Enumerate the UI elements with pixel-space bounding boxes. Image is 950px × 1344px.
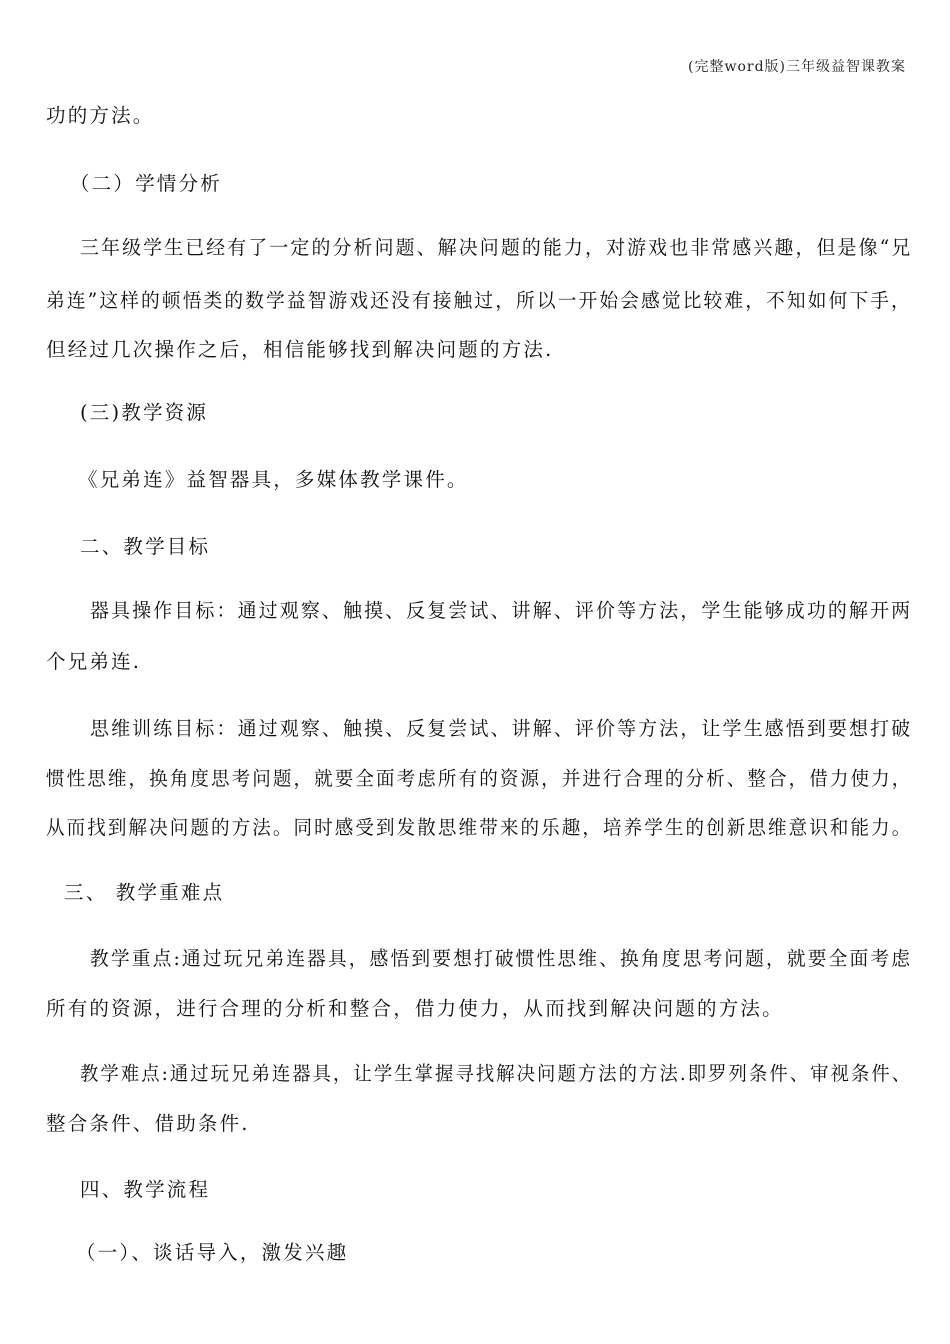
paragraph-line: 惯性思维，换角度思考问题，就要全面考虑所有的资源，并进行合理的分析、整合，借力使力， xyxy=(46,767,913,790)
paragraph-line: 三年级学生已经有了一定的分析问题、解决问题的能力，对游戏也非常感兴趣，但是像“兄 xyxy=(80,236,913,259)
paragraph-line: 器具操作目标：通过观察、触摸、反复尝试、讲解、评价等方法，学生能够成功的解开两 xyxy=(90,599,913,622)
running-header: (完整word版)三年级益智课教案 xyxy=(688,59,906,75)
paragraph-line: 但经过几次操作之后，相信能够找到解决问题的方法. xyxy=(46,338,554,361)
paragraph-line: 《兄弟连》益智器具，多媒体教学课件。 xyxy=(78,468,469,491)
paragraph-line: 教学重点:通过玩兄弟连器具，感悟到要想打破惯性思维、换角度思考问题，就要全面考虑 xyxy=(90,947,913,970)
section-heading: 二、教学目标 xyxy=(80,535,211,558)
paragraph-line: 功的方法。 xyxy=(46,104,155,127)
paragraph-line: 弟连”这样的顿悟类的数学益智游戏还没有接触过，所以一开始会感觉比较难，不知如何下手， xyxy=(46,289,912,312)
paragraph-line: 从而找到解决问题的方法。同时感受到发散思维带来的乐趣，培养学生的创新思维意识和能力。 xyxy=(46,816,913,839)
section-heading: 四、教学流程 xyxy=(80,1178,211,1201)
section-heading: （二）学情分析 xyxy=(70,172,222,195)
section-heading: (三)教学资源 xyxy=(80,401,209,424)
paragraph-line: 个兄弟连. xyxy=(46,650,142,673)
paragraph-line: 思维训练目标：通过观察、触摸、反复尝试、讲解、评价等方法，让学生感悟到要想打破 xyxy=(90,717,913,740)
paragraph-line: 教学难点:通过玩兄弟连器具，让学生掌握寻找解决问题方法的方法.即罗列条件、审视条件、 xyxy=(80,1062,913,1085)
section-heading: 三、 教学重难点 xyxy=(64,881,225,904)
paragraph-line: 整合条件、借助条件. xyxy=(46,1112,250,1135)
section-heading: （一）、谈话导入，激发兴趣 xyxy=(76,1241,349,1264)
paragraph-line: 所有的资源，进行合理的分析和整合，借力使力，从而找到解决问题的方法。 xyxy=(46,997,784,1020)
